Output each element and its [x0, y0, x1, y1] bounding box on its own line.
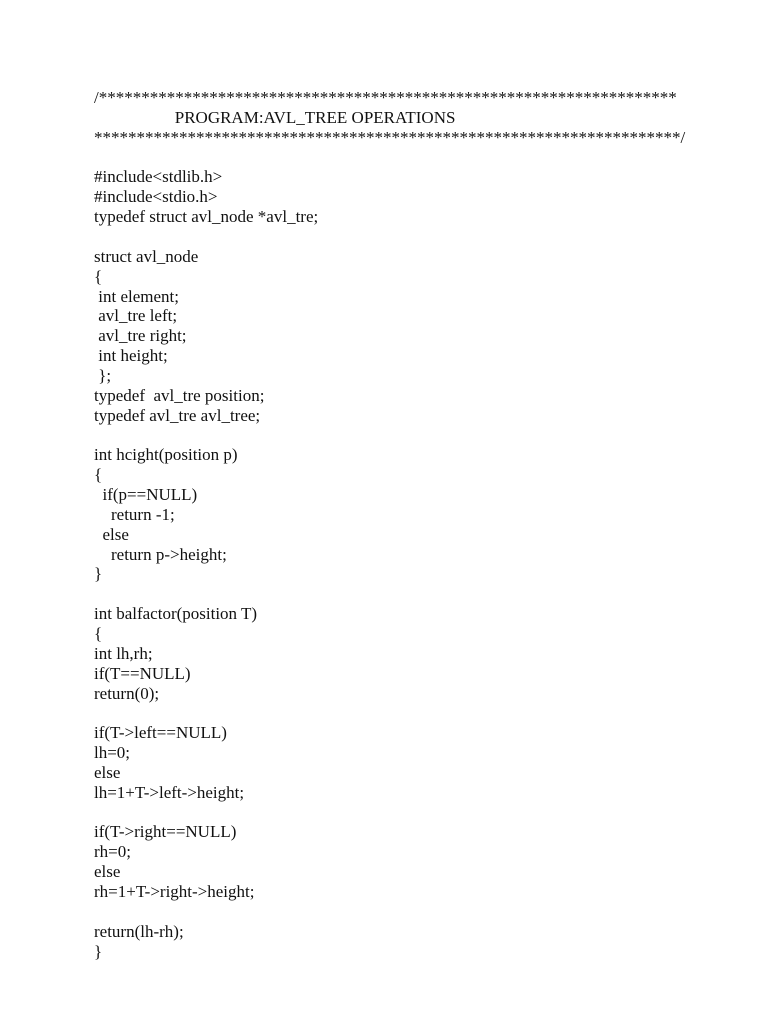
code-line: int hcight(position p) [94, 445, 238, 465]
code-line: } [94, 941, 103, 961]
code-line: { [94, 623, 103, 643]
code-line: int balfactor(position T) [94, 604, 258, 624]
code-line: avl_tre left; [94, 306, 178, 326]
code-line: int height; [94, 346, 168, 366]
code-line: avl_tre right; [94, 326, 187, 346]
code-line: else [94, 524, 129, 544]
code-line: lh=1+T->left->height; [94, 782, 245, 802]
code-line: /******************************************************************** [94, 88, 677, 107]
code-line: rh=1+T->right->height; [94, 882, 255, 901]
code-line: int element; [94, 286, 179, 306]
code-line: #include<stdlib.h> [94, 167, 223, 187]
code-line: rh=0; [94, 842, 131, 862]
code-line: if(p==NULL) [94, 485, 198, 504]
code-line: if(T->left==NULL) [94, 723, 227, 743]
code-line: return -1; [94, 504, 175, 524]
code-line: return(0); [94, 683, 160, 703]
code-line: struct avl_node [94, 246, 199, 266]
code-line: #include<stdio.h> [94, 187, 218, 207]
code-line: PROGRAM:AVL_TREE OPERATIONS [94, 107, 456, 127]
code-line: typedef struct avl_node *avl_tre; [94, 207, 319, 227]
code-line: } [94, 564, 103, 584]
code-line: if(T==NULL) [94, 663, 191, 683]
code-line: typedef avl_tre position; [94, 385, 265, 405]
code-line: int lh,rh; [94, 643, 153, 663]
code-line: else [94, 762, 121, 782]
code-line: if(T->right==NULL) [94, 822, 237, 842]
code-line: return p->height; [94, 544, 227, 564]
code-line: lh=0; [94, 743, 131, 763]
code-line: }; [94, 365, 112, 385]
code-line: { [94, 465, 103, 485]
code-line: return(lh-rh); [94, 921, 184, 941]
code-line: { [94, 266, 103, 286]
code-line: typedef avl_tre avl_tree; [94, 405, 261, 425]
code-line: *********************************************************************/ [94, 127, 686, 147]
code-line: else [94, 862, 121, 882]
